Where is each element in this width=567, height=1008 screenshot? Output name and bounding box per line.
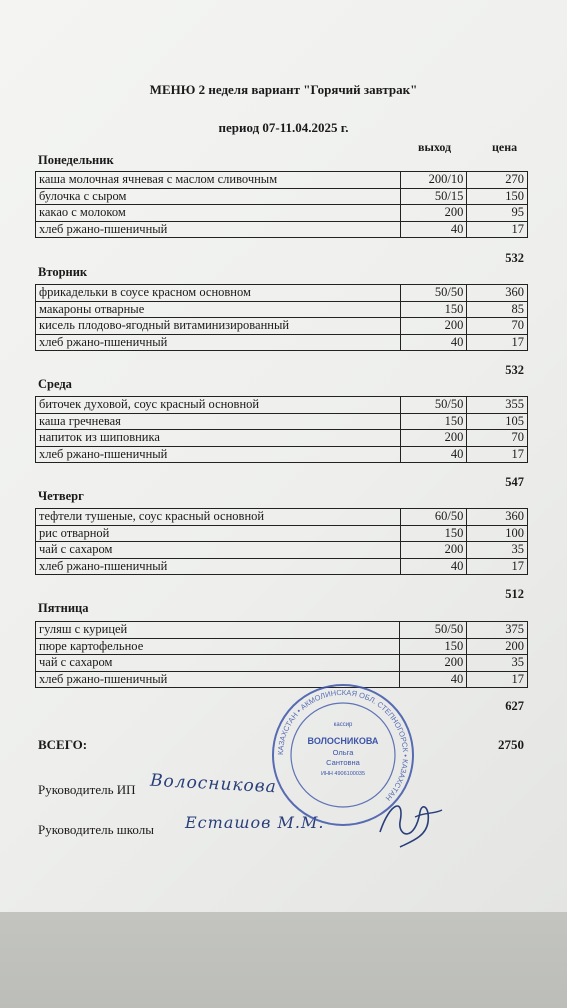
document-period: период 07-11.04.2025 г. <box>218 120 349 135</box>
dish-output: 40 <box>400 558 467 575</box>
dish-name: фрикадельки в соусе красном основном <box>36 285 401 302</box>
dish-name: хлеб ржано-пшеничный <box>36 671 400 688</box>
dish-name: какао с молоком <box>36 205 401 222</box>
dish-name: тефтели тушеные, соус красный основной <box>36 509 401 526</box>
dish-price: 105 <box>467 413 528 430</box>
dish-price: 17 <box>467 446 528 463</box>
dish-price: 17 <box>467 221 528 238</box>
day-label-wednesday: Среда <box>38 377 72 391</box>
dish-price: 100 <box>467 525 528 542</box>
grand-total-label: ВСЕГО: <box>38 737 88 752</box>
stamp-inn: ИНН 4906100035 <box>320 771 366 777</box>
dish-price: 375 <box>467 622 528 639</box>
handwritten-signature-ip: Волосникова <box>149 770 278 798</box>
dish-name: хлеб ржано-пшеничный <box>36 334 401 351</box>
dish-output: 150 <box>400 638 467 655</box>
stamp-role: кассир <box>333 722 353 728</box>
dish-output: 200 <box>400 430 467 447</box>
dish-price: 360 <box>467 285 528 302</box>
column-header-price: цена <box>492 140 518 154</box>
menu-table-friday <box>35 621 528 688</box>
dish-name: макароны отварные <box>36 301 401 318</box>
table-row <box>36 558 528 575</box>
stamp-name: ВОЛОСНИКОВА <box>307 736 379 746</box>
table-row <box>36 221 528 238</box>
stamp-first-name: Ольга <box>332 748 354 757</box>
dish-output: 200 <box>400 318 467 335</box>
dish-output: 200/10 <box>400 172 467 189</box>
dish-output: 50/15 <box>400 188 467 205</box>
signature-scrawl-icon <box>370 792 450 852</box>
handwritten-signature-school: Есташов М.М. <box>185 813 325 832</box>
dish-name: чай с сахаром <box>36 655 400 672</box>
table-row <box>36 655 528 672</box>
dish-name: каша гречневая <box>36 413 401 430</box>
dish-name: пюре картофельное <box>36 638 400 655</box>
dish-price: 270 <box>467 172 528 189</box>
signature-label-school: Руководитель школы <box>38 822 154 837</box>
table-row <box>36 285 528 302</box>
day-total-monday: 532 <box>505 251 524 265</box>
table-row <box>36 318 528 335</box>
dish-price: 85 <box>467 301 528 318</box>
dish-output: 60/50 <box>400 509 467 526</box>
day-total-wednesday: 547 <box>505 475 524 489</box>
dish-output: 150 <box>400 301 467 318</box>
dish-price: 17 <box>467 334 528 351</box>
dish-output: 50/50 <box>400 397 467 414</box>
table-row <box>36 446 528 463</box>
dish-price: 70 <box>467 430 528 447</box>
table-row <box>36 205 528 222</box>
table-row <box>36 334 528 351</box>
dish-output: 40 <box>400 671 467 688</box>
dish-output: 40 <box>400 221 467 238</box>
dish-output: 40 <box>400 446 467 463</box>
dish-name: хлеб ржано-пшеничный <box>36 221 401 238</box>
dish-output: 150 <box>400 525 467 542</box>
dish-price: 17 <box>467 671 528 688</box>
dish-price: 200 <box>467 638 528 655</box>
day-total-tuesday: 532 <box>505 363 524 377</box>
dish-name: гуляш с курицей <box>36 622 400 639</box>
dish-output: 200 <box>400 542 467 559</box>
dish-output: 150 <box>400 413 467 430</box>
table-row <box>36 397 528 414</box>
table-row <box>36 638 528 655</box>
day-total-friday: 627 <box>505 699 524 713</box>
dish-name: кисель плодово-ягодный витаминизированный <box>36 318 401 335</box>
dish-name: хлеб ржано-пшеничный <box>36 446 401 463</box>
table-row <box>36 542 528 559</box>
dish-price: 360 <box>467 509 528 526</box>
dish-price: 35 <box>467 655 528 672</box>
dish-name: биточек духовой, соус красный основной <box>36 397 401 414</box>
day-label-thursday: Четверг <box>38 489 84 503</box>
dish-name: рис отварной <box>36 525 401 542</box>
dish-price: 95 <box>467 205 528 222</box>
dish-name: напиток из шиповника <box>36 430 401 447</box>
day-label-tuesday: Вторник <box>38 265 88 279</box>
grand-total-value: 2750 <box>498 737 524 752</box>
day-label-friday: Пятница <box>38 601 89 615</box>
stamp-patronymic: Сантовна <box>326 758 360 767</box>
dish-price: 355 <box>467 397 528 414</box>
signature-label-ip: Руководитель ИП <box>38 782 136 797</box>
dish-name: булочка с сыром <box>36 188 401 205</box>
dish-price: 17 <box>467 558 528 575</box>
dish-price: 70 <box>467 318 528 335</box>
dish-name: чай с сахаром <box>36 542 401 559</box>
dish-name: хлеб ржано-пшеничный <box>36 558 401 575</box>
dish-output: 200 <box>400 655 467 672</box>
table-row <box>36 509 528 526</box>
dish-output: 40 <box>400 334 467 351</box>
day-total-thursday: 512 <box>505 587 524 601</box>
document-title: МЕНЮ 2 неделя вариант "Горячий завтрак" <box>149 82 418 97</box>
dish-output: 200 <box>400 205 467 222</box>
table-row <box>36 301 528 318</box>
table-row <box>36 188 528 205</box>
dish-output: 50/50 <box>400 285 467 302</box>
table-surface <box>0 912 567 1008</box>
stamp-ring-text: КАЗАХСТАН • АКМОЛИНСКАЯ ОБЛ. СТЕПНОГОРСК • КАЗАХСТАН <box>275 687 411 803</box>
day-label-monday: Понедельник <box>38 153 114 167</box>
dish-price: 150 <box>467 188 528 205</box>
dish-price: 35 <box>467 542 528 559</box>
menu-table-tuesday <box>35 284 528 351</box>
table-row <box>36 525 528 542</box>
table-row <box>36 413 528 430</box>
menu-table-thursday <box>35 508 528 575</box>
menu-table-monday <box>35 171 528 238</box>
dish-name: каша молочная ячневая с маслом сливочным <box>36 172 401 189</box>
table-row <box>36 172 528 189</box>
table-row <box>36 622 528 639</box>
dish-output: 50/50 <box>400 622 467 639</box>
table-row <box>36 430 528 447</box>
column-header-output: выход <box>418 140 452 154</box>
menu-table-wednesday <box>35 396 528 463</box>
